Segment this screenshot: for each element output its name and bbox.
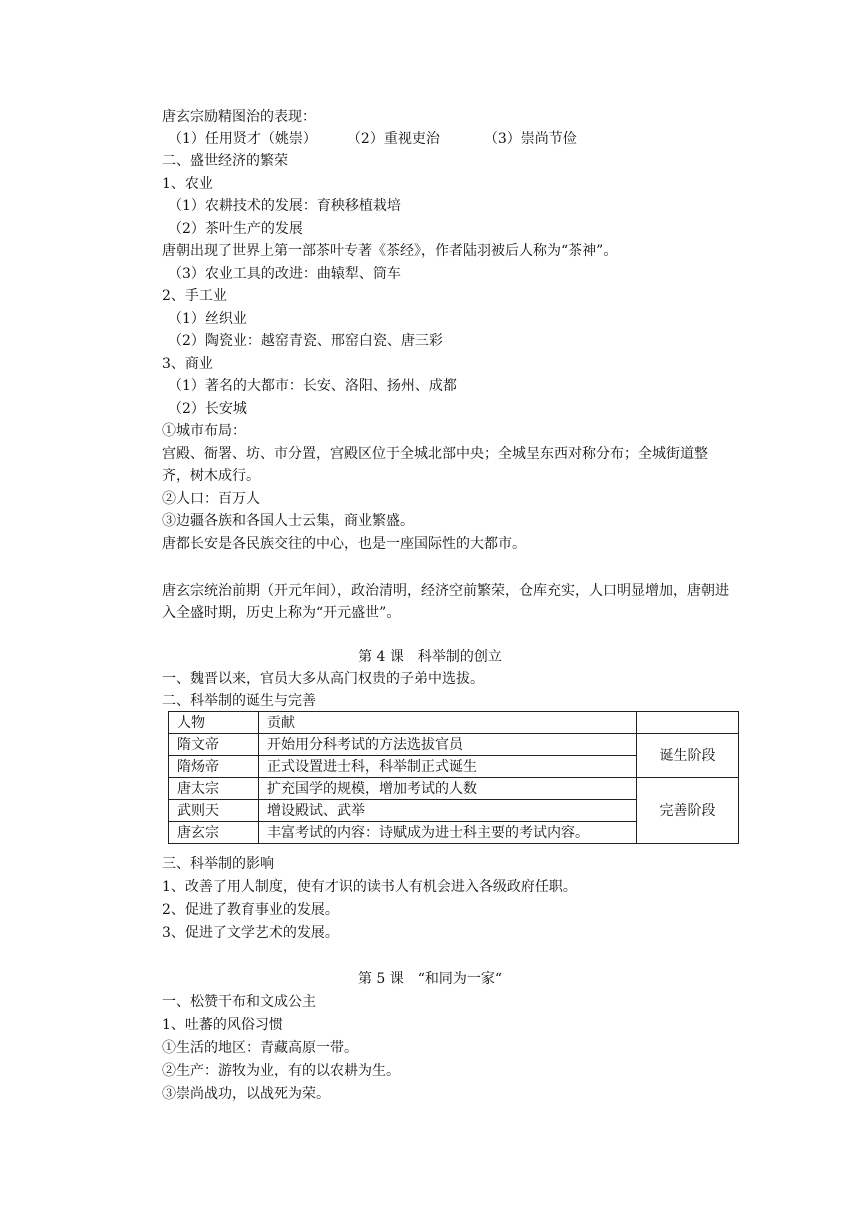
city-layout-heading: ①城市布局： (162, 423, 246, 439)
tea-classic-text: 唐朝出现了世界上第一部茶叶专著《茶经》，作者陆羽被后人称为“茶神”。 (162, 243, 618, 259)
lesson-4-point-1: 一、魏晋以来，官员大多从高门权贵的子弟中选拔。 (162, 671, 484, 687)
kaiyuan-text: 唐玄宗统治前期（开元年间），政治清明，经济空前繁荣，仓库充实，人口明显增加，唐朝进入全盛时期，历史上称为“开元盛世”。 (162, 583, 729, 621)
stage-birth-cell: 诞生阶段 (637, 734, 739, 778)
lesson-4-point-2: 二、科举制的诞生与完善 (162, 693, 316, 709)
table-cell-contribution: 扩充国学的规模，增加考试的人数 (259, 778, 637, 800)
table-cell-person: 隋文帝 (169, 734, 259, 756)
agri-item-2: （2）茶叶生产的发展 (168, 221, 303, 237)
xuanzong-item-3: （3）崇尚节俭 (483, 131, 577, 147)
xuanzong-items (168, 129, 577, 149)
lesson-4-title: 第 4 课 科举制的创立 (358, 649, 502, 665)
table-header-person: 人物 (169, 712, 259, 734)
agri-item-3: （3）农业工具的改进：曲辕犁、筒车 (168, 266, 401, 282)
subheading-commerce: 3、商业 (162, 356, 213, 372)
agri-item-1: （1）农耕技术的发展：育秧移植栽培 (168, 198, 401, 214)
section-heading-economy: 二、盛世经济的繁荣 (162, 153, 288, 169)
subheading-agriculture: 1、农业 (162, 176, 213, 192)
table-row (169, 734, 739, 756)
xuanzong-item-2: （2）重视吏治 (346, 131, 440, 147)
comm-item-1: （1）著名的大都市：长安、洛阳、扬州、成都 (168, 378, 457, 394)
lesson-4-point-3: 三、科举制的影响 (162, 856, 274, 872)
xuanzong-item-1: （1）任用贤才（姚崇） (168, 131, 317, 147)
table-cell-person: 武则天 (169, 800, 259, 822)
xuanzong-heading: 唐玄宗励精图治的表现： (162, 109, 316, 125)
table-header-contribution: 贡献 (259, 712, 637, 734)
lesson-5-item-a: ①生活的地区：青藏高原一带。 (162, 1040, 358, 1056)
effect-item-1: 1、改善了用人制度，使有才识的读书人有机会进入各级政府任职。 (162, 879, 577, 895)
craft-item-1: （1）丝织业 (168, 311, 247, 327)
lesson-5-item-b: ②生产：游牧为业，有的以农耕为生。 (162, 1063, 400, 1079)
stage-perfect-cell: 完善阶段 (637, 778, 739, 844)
population-text: ②人口：百万人 (162, 491, 260, 507)
effect-item-3: 3、促进了文学艺术的发展。 (162, 925, 339, 941)
table-cell-contribution: 开始用分科考试的方法选拔官员 (259, 734, 637, 756)
city-layout-text: 宫殿、衙署、坊、市分置，宫殿区位于全城北部中央；全城呈东西对称分布；全城街道整齐，树木成行。 (162, 446, 708, 484)
effect-item-2: 2、促进了教育事业的发展。 (162, 902, 339, 918)
table-cell-person: 隋炀帝 (169, 756, 259, 778)
table-cell-contribution: 丰富考试的内容：诗赋成为进士科主要的考试内容。 (259, 822, 637, 844)
changan-text: 唐都长安是各民族交往的中心，也是一座国际性的大都市。 (162, 536, 526, 552)
table-cell-contribution: 增设殿试、武举 (259, 800, 637, 822)
subheading-handicraft: 2、手工业 (162, 288, 227, 304)
table-cell-contribution: 正式设置进士科，科举制正式诞生 (259, 756, 637, 778)
lesson-5-point-1: 一、松赞干布和文成公主 (162, 994, 316, 1010)
table-row (169, 778, 739, 800)
lesson-5-title: 第 5 课 “和同为一家“ (357, 971, 503, 987)
table-header-row (169, 712, 739, 734)
craft-item-2: （2）陶瓷业：越窑青瓷、邢窑白瓷、唐三彩 (168, 333, 443, 349)
keju-table (168, 711, 739, 844)
table-header-stage (637, 712, 739, 734)
lesson-5-subheading: 1、吐蕃的风俗习惯 (162, 1017, 283, 1033)
comm-item-2: （2）长安城 (168, 401, 247, 417)
lesson-5-item-c: ③崇尚战功，以战死为荣。 (162, 1086, 330, 1102)
table-cell-person: 唐太宗 (169, 778, 259, 800)
frontier-text: ③边疆各族和各国人士云集，商业繁盛。 (162, 513, 414, 529)
table-cell-person: 唐玄宗 (169, 822, 259, 844)
